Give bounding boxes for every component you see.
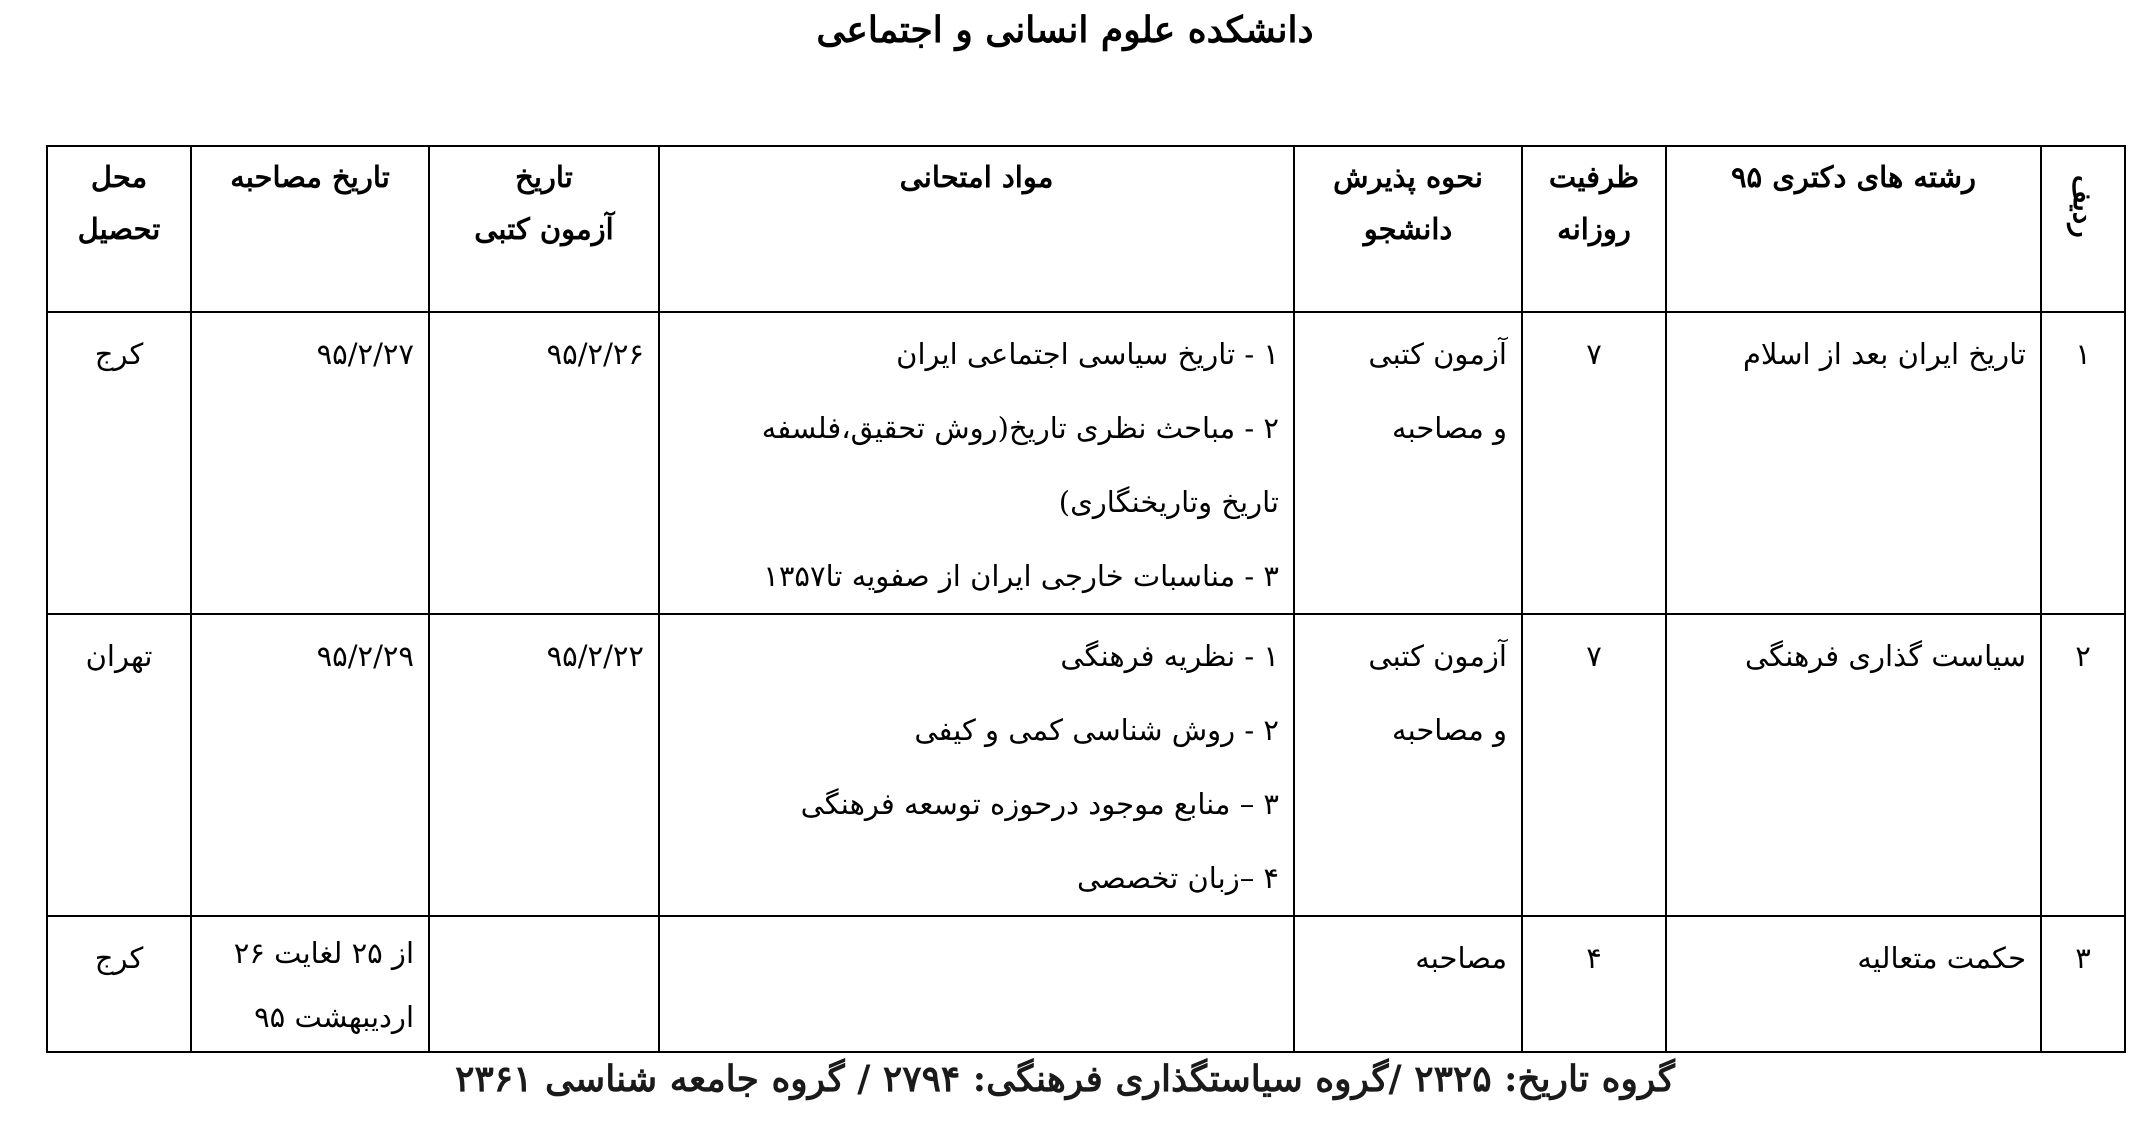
doctoral-programs-table — [46, 145, 2126, 1053]
written-exam-date — [429, 916, 659, 1052]
admission-method: آزمون کتبی و مصاحبه — [1294, 312, 1522, 614]
interview-date: از ۲۵ لغایت ۲۶ اردیبهشت ۹۵ — [191, 916, 429, 1052]
study-location: تهران — [47, 614, 191, 916]
capacity: ۷ — [1522, 614, 1666, 916]
subject-line: ۴ –زبان تخصصی — [1077, 861, 1279, 895]
footer-phone-numbers: گروه تاریخ: ۲۳۲۵ /گروه سیاستگذاری فرهنگی: ۲۷۹۴ / گروه جامعه شناسی ۲۳۶۱ — [455, 1058, 1675, 1100]
study-location: کرج — [47, 916, 191, 1052]
header-field: رشته های دکتری ۹۵ — [1666, 146, 2041, 312]
exam-subjects — [659, 916, 1294, 1052]
field-name: سیاست گذاری فرهنگی — [1666, 614, 2041, 916]
header-admission: نحوه پذیرش دانشجو — [1294, 146, 1522, 312]
header-written-date: تاریخ آزمون کتبی — [429, 146, 659, 312]
exam-subjects — [659, 614, 1294, 916]
header-row — [47, 146, 2125, 312]
study-location: کرج — [47, 312, 191, 614]
subject-line: ۳ – منابع موجود درحوزه توسعه فرهنگی — [800, 787, 1279, 821]
page-title: دانشکده علوم انسانی و اجتماعی — [816, 9, 1314, 51]
header-subjects: مواد امتحانی — [659, 146, 1294, 312]
capacity: ۷ — [1522, 312, 1666, 614]
capacity: ۴ — [1522, 916, 1666, 1052]
table-row — [47, 614, 2125, 916]
field-name: تاریخ ایران بعد از اسلام — [1666, 312, 2041, 614]
subject-line: ۲ - مباحث نظری تاریخ(روش تحقیق،فلسفه — [761, 411, 1279, 445]
header-radif: ردیف — [2041, 146, 2125, 312]
subject-line: ۱ - تاریخ سیاسی اجتماعی ایران — [896, 337, 1279, 371]
subject-line: ۲ - روش شناسی کمی و کیفی — [914, 713, 1279, 747]
written-exam-date: ۹۵/۲/۲۶ — [429, 312, 659, 614]
row-number: ۲ — [2041, 614, 2125, 916]
interview-date: ۹۵/۲/۲۹ — [191, 614, 429, 916]
field-name: حکمت متعالیه — [1666, 916, 2041, 1052]
header-location: محل تحصیل — [47, 146, 191, 312]
subject-line: تاریخ وتاریخنگاری) — [1058, 485, 1279, 519]
header-interview-date: تاریخ مصاحبه — [191, 146, 429, 312]
admission-method: آزمون کتبی و مصاحبه — [1294, 614, 1522, 916]
header-capacity: ظرفیت روزانه — [1522, 146, 1666, 312]
row-number: ۳ — [2041, 916, 2125, 1052]
interview-date: ۹۵/۲/۲۷ — [191, 312, 429, 614]
exam-subjects — [659, 312, 1294, 614]
table-row — [47, 312, 2125, 614]
subject-line: ۱ - نظریه فرهنگی — [1060, 639, 1279, 673]
subject-line: ۳ - مناسبات خارجی ایران از صفویه تا۱۳۵۷ — [763, 559, 1279, 593]
admission-method: مصاحبه — [1294, 916, 1522, 1052]
written-exam-date: ۹۵/۲/۲۲ — [429, 614, 659, 916]
row-number: ۱ — [2041, 312, 2125, 614]
table-row — [47, 916, 2125, 1052]
